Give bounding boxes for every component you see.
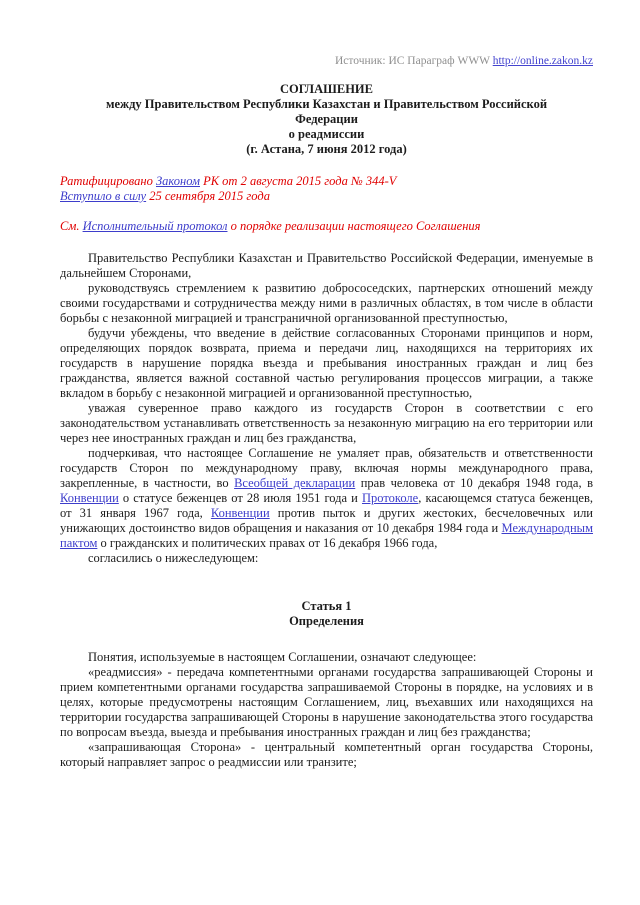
article-paragraph: «реадмиссия» - передача компетентными органами государства запрашивающей Стороны и прием компетентными органами государства запрашиваемой Стороны в порядке, на условиях и в целях, которые предусмотрены настоящим Соглашением, лиц, въехавших или находящихся на территории государства запрашивающей Стороны в нарушение законодательства этого государства по вопросам въезда, выезда и пребывания иностранных граждан и лиц без гражданства; xyxy=(60,665,593,739)
text-segment: См. xyxy=(60,219,83,233)
text-segment: РК от 2 августа 2015 года № 344-V xyxy=(200,174,397,188)
preamble-paragraph xyxy=(60,446,593,551)
document-title-line: СОГЛАШЕНИЕ xyxy=(279,82,373,96)
inline-link[interactable]: Международным пактом xyxy=(60,521,593,550)
article-number: Статья 1 xyxy=(301,599,352,613)
ratification-block xyxy=(60,174,593,204)
document-title-line: о реадмиссии xyxy=(288,127,365,141)
article-1-body xyxy=(60,650,593,770)
see-note-line xyxy=(60,219,593,234)
preamble-paragraph: Правительство Республики Казахстан и Правительство Российской Федерации, именуемые в дальнейшем Сторонами, xyxy=(60,251,593,280)
document-title xyxy=(60,82,593,157)
ratified-line xyxy=(60,174,593,189)
inline-link[interactable]: Вступило в силу xyxy=(60,189,147,203)
inline-link[interactable]: Конвенции xyxy=(60,491,119,505)
effective-date-line xyxy=(60,189,593,204)
source-label: Источник: ИС Параграф WWW xyxy=(334,55,493,67)
text-segment: о порядке реализации настоящего Соглашения xyxy=(227,219,481,233)
text-segment: прав человека от 10 декабря 1948 года, в xyxy=(355,476,593,490)
source-link[interactable]: http://online.zakon.kz xyxy=(492,55,593,67)
text-segment: , касающемся статуса беженцев, от 31 января 1967 года, xyxy=(60,491,593,520)
preamble-paragraph: уважая суверенное право каждого из государств Сторон в соответствии с его законодательством устанавливать ответственность за незаконную миграцию на его территории или через нее иностранных граждан и лиц без гражданства, xyxy=(60,401,593,445)
preamble-paragraph: руководствуясь стремлением к развитию добрососедских, партнерских отношений между своими государствами и сотрудничества между ними в различных областях, в том числе в области борьбы с незаконной миграцией и трансграничной организованной преступностью, xyxy=(60,281,593,325)
inline-link[interactable]: Конвенции xyxy=(210,506,270,520)
text-segment: против пыток и других жестоких, бесчеловечных или унижающих достоинство видов обращения и наказания от 10 декабря 1984 года и xyxy=(60,506,593,535)
inline-link[interactable]: Законом xyxy=(155,174,200,188)
document-title-line: (г. Астана, 7 июня 2012 года) xyxy=(246,142,407,156)
text-segment: Ратифицировано xyxy=(60,174,156,188)
inline-link[interactable]: Протоколе xyxy=(361,491,419,505)
article-title: Определения xyxy=(289,614,364,628)
text-segment: подчеркивая, что настоящее Соглашение не умаляет прав, обязательств и ответственности государств Сторон по международному праву, включая нормы международного права, закрепленные, в частности, во xyxy=(60,446,593,490)
preamble-paragraph: согласились о нижеследующем: xyxy=(88,551,259,565)
text-segment: о статусе беженцев от 28 июля 1951 года и xyxy=(118,491,362,505)
source-line xyxy=(60,54,593,68)
document-title-line: Федерации xyxy=(295,112,358,126)
text-segment: 25 сентября 2015 года xyxy=(146,189,270,203)
preamble-paragraph: будучи убеждены, что введение в действие согласованных Сторонами принципов и норм, определяющих порядок возврата, приема и передачи лиц, находящихся на территориях их государств в нарушение порядка въезда и пребывания иностранных граждан и лиц без гражданства, является важной составной частью регулирования процессов миграции, а также вкладом в борьбу с незаконной миграцией и организованной преступностью, xyxy=(60,326,593,400)
preamble xyxy=(60,251,593,566)
article-paragraph: Понятия, используемые в настоящем Соглашении, означают следующее: xyxy=(88,650,477,664)
inline-link[interactable]: Исполнительный протокол xyxy=(82,219,228,233)
article-1-heading xyxy=(60,599,593,629)
article-paragraph: «запрашивающая Сторона» - центральный компетентный орган государства Стороны, который направляет запрос о реадмиссии или транзите; xyxy=(60,740,593,769)
text-segment: о гражданских и политических правах от 16 декабря 1966 года, xyxy=(97,536,438,550)
inline-link[interactable]: Всеобщей декларации xyxy=(234,476,356,490)
see-note-block xyxy=(60,219,593,234)
document-title-line: между Правительством Республики Казахстан и Правительством Российской xyxy=(105,97,548,111)
